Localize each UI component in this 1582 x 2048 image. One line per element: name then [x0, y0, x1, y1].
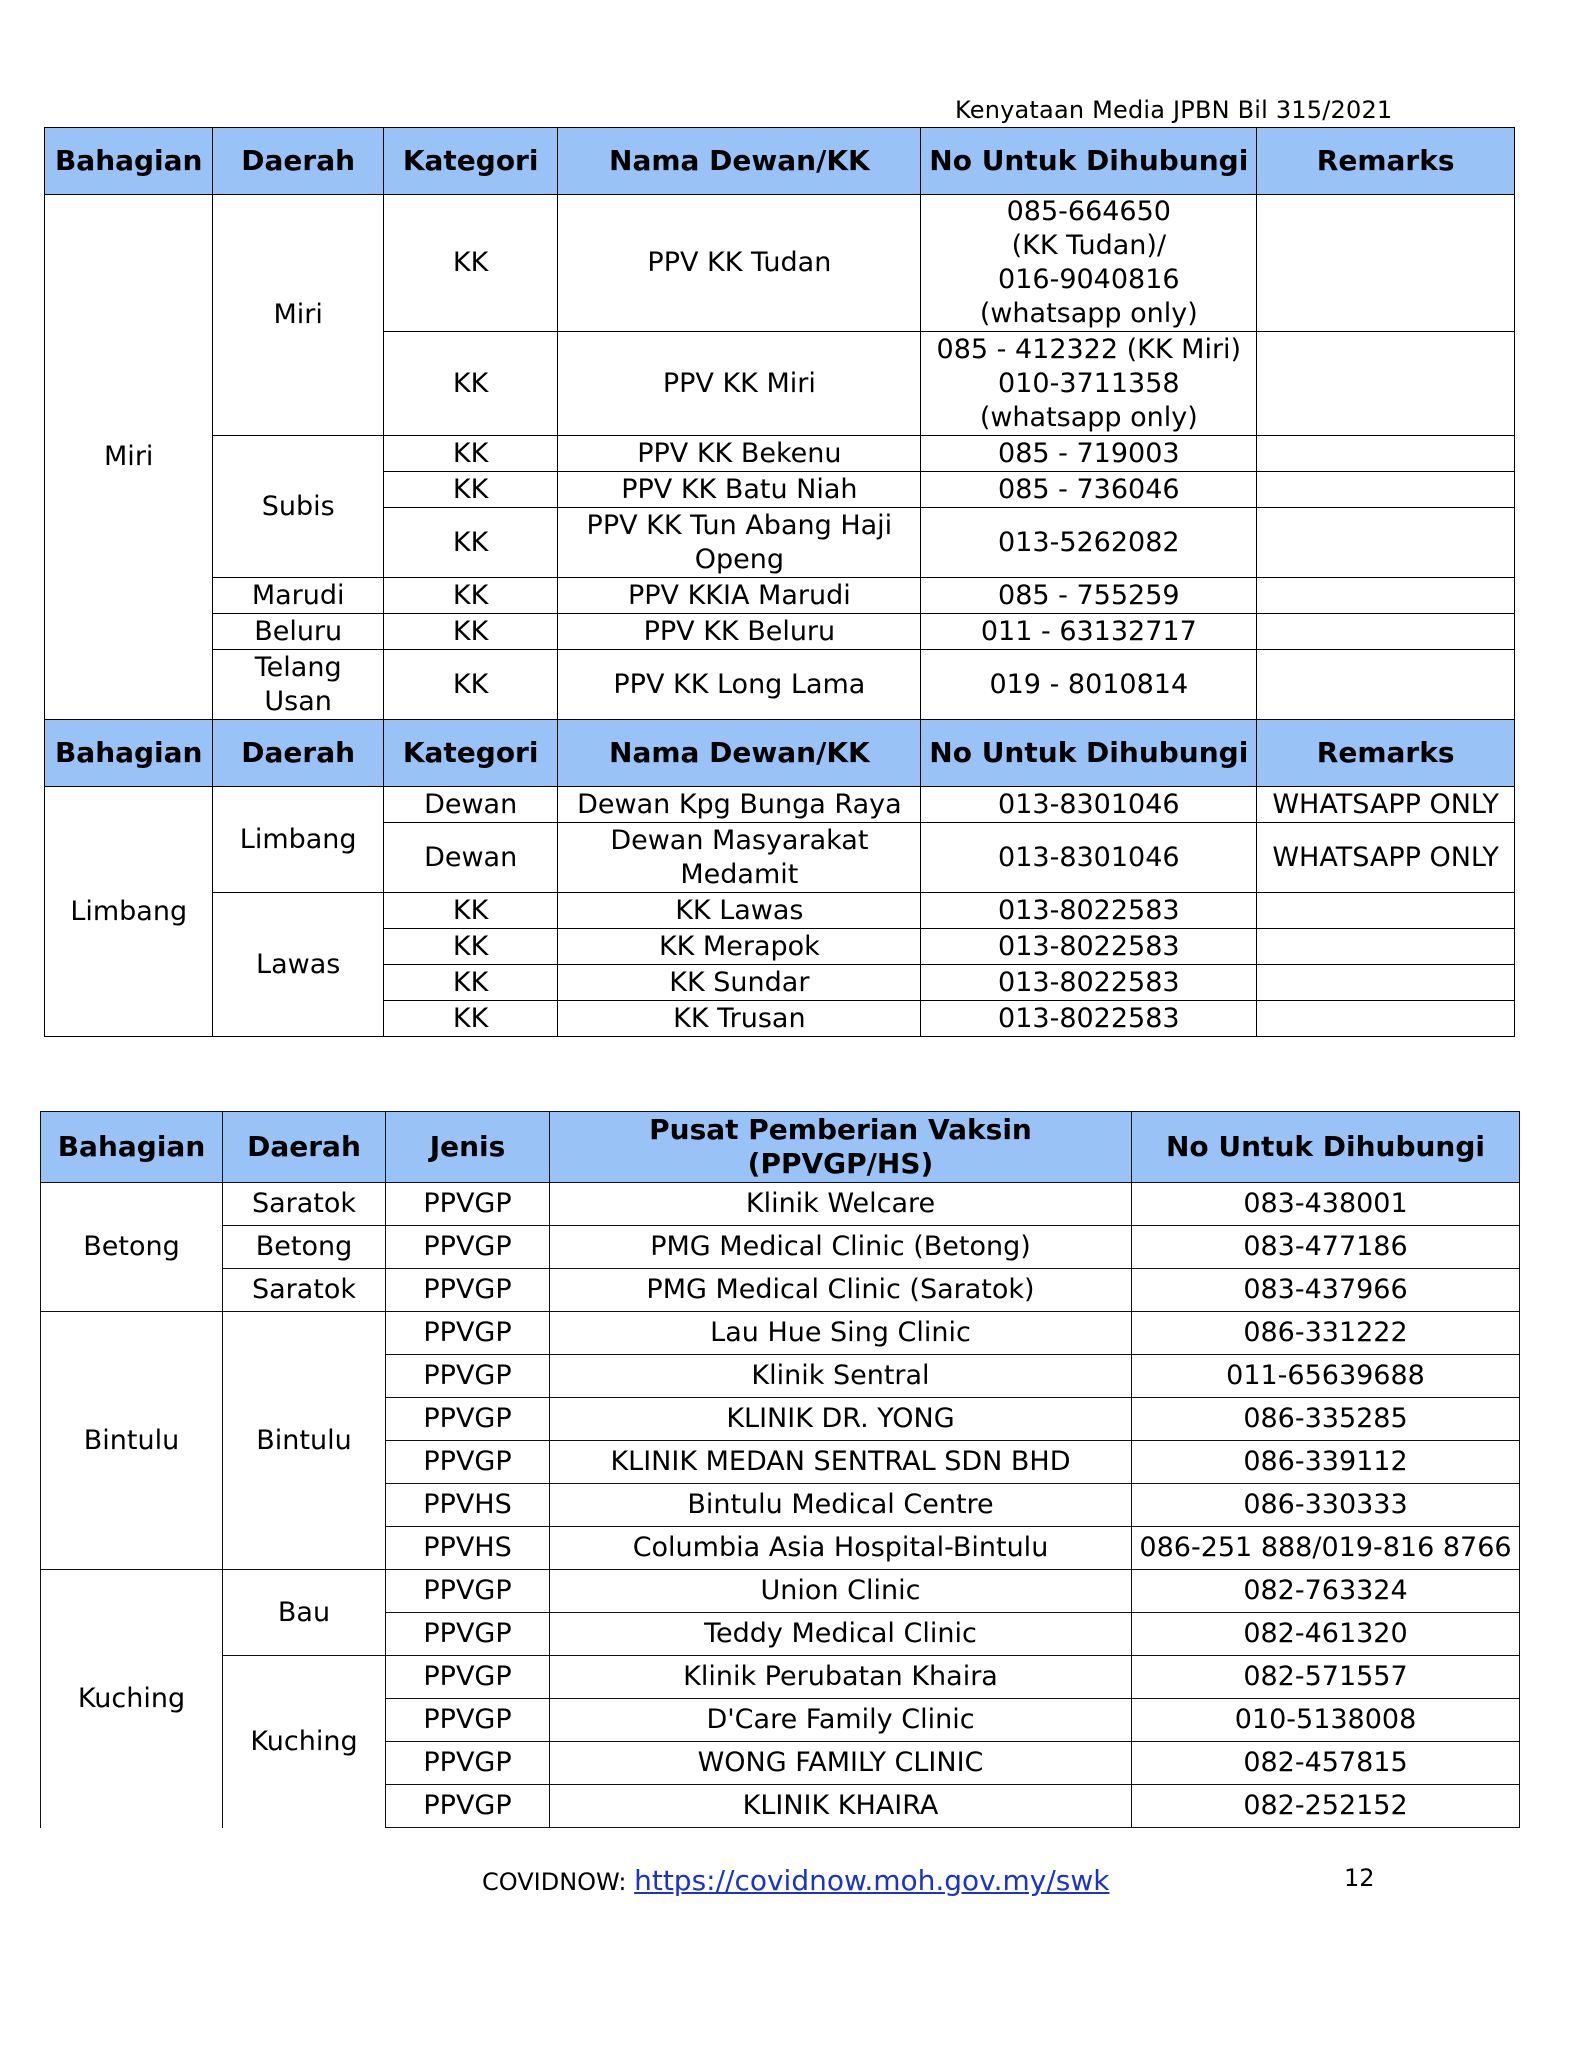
- daerah-cell: Lawas: [213, 893, 383, 1037]
- header-remarks: Remarks: [1257, 720, 1515, 787]
- header-bahagian: Bahagian: [45, 720, 213, 787]
- gp-vaccination-centres-table: [40, 1111, 1520, 1828]
- no-cell: 083-438001: [1132, 1183, 1520, 1226]
- daerah-cell: Kuching: [223, 1656, 386, 1828]
- covidnow-link[interactable]: https://covidnow.moh.gov.my/swk: [634, 1864, 1110, 1897]
- daerah-cell: Saratok: [223, 1269, 386, 1312]
- nama-cell: PPV KK Beluru: [558, 614, 921, 650]
- table-header-row: [41, 1112, 1520, 1183]
- header-bahagian: Bahagian: [41, 1112, 223, 1183]
- table-row: [41, 1570, 1520, 1613]
- kategori-cell: KK: [383, 436, 557, 472]
- nama-cell: PPV KK Batu Niah: [558, 472, 921, 508]
- no-cell: 082-457815: [1132, 1742, 1520, 1785]
- no-cell: 086-339112: [1132, 1441, 1520, 1484]
- header-nama: Nama Dewan/KK: [558, 720, 921, 787]
- daerah-cell: Marudi: [213, 578, 383, 614]
- header-kategori: Kategori: [383, 128, 557, 195]
- table-row: [45, 893, 1515, 929]
- nama-cell: PPV KK Miri: [558, 332, 921, 436]
- table-header-row: [45, 128, 1515, 195]
- jenis-cell: PPVHS: [386, 1527, 550, 1570]
- bahagian-cell: Kuching: [41, 1570, 223, 1828]
- jenis-cell: PPVGP: [386, 1785, 550, 1828]
- daerah-cell: Limbang: [213, 787, 383, 893]
- bahagian-cell: Bintulu: [41, 1312, 223, 1570]
- pusat-cell: PMG Medical Clinic (Betong): [550, 1226, 1132, 1269]
- bahagian-cell: Betong: [41, 1183, 223, 1312]
- no-cell: 013-8022583: [921, 965, 1257, 1001]
- header-pusat: Pusat Pemberian Vaksin (PPVGP/HS): [550, 1112, 1132, 1183]
- table-row: [45, 578, 1515, 614]
- pusat-cell: Union Clinic: [550, 1570, 1132, 1613]
- kategori-cell: KK: [383, 195, 557, 332]
- no-cell: 019 - 8010814: [921, 650, 1257, 720]
- no-cell: 013-8022583: [921, 893, 1257, 929]
- kategori-cell: Dewan: [383, 787, 557, 823]
- remarks-cell: [1257, 508, 1515, 578]
- jenis-cell: PPVGP: [386, 1570, 550, 1613]
- table-row: [41, 1269, 1520, 1312]
- table-row: [41, 1312, 1520, 1355]
- page-number: 12: [1344, 1864, 1375, 1892]
- jenis-cell: PPVGP: [386, 1226, 550, 1269]
- document-header: Kenyataan Media JPBN Bil 315/2021: [955, 96, 1393, 124]
- kategori-cell: KK: [383, 578, 557, 614]
- jenis-cell: PPVGP: [386, 1269, 550, 1312]
- kategori-cell: KK: [383, 893, 557, 929]
- daerah-cell: Telang Usan: [213, 650, 383, 720]
- no-cell: 010-5138008: [1132, 1699, 1520, 1742]
- table-row: [41, 1656, 1520, 1699]
- daerah-cell: Saratok: [223, 1183, 386, 1226]
- jenis-cell: PPVGP: [386, 1441, 550, 1484]
- pusat-cell: KLINIK KHAIRA: [550, 1785, 1132, 1828]
- header-kategori: Kategori: [383, 720, 557, 787]
- no-cell: 082-252152: [1132, 1785, 1520, 1828]
- pusat-cell: Bintulu Medical Centre: [550, 1484, 1132, 1527]
- header-nama: Nama Dewan/KK: [558, 128, 921, 195]
- remarks-cell: [1257, 929, 1515, 965]
- no-cell: 083-437966: [1132, 1269, 1520, 1312]
- header-daerah: Daerah: [223, 1112, 386, 1183]
- nama-cell: KK Trusan: [558, 1001, 921, 1037]
- daerah-cell: Bau: [223, 1570, 386, 1656]
- jenis-cell: PPVGP: [386, 1699, 550, 1742]
- remarks-cell: [1257, 578, 1515, 614]
- footer: [482, 1864, 1109, 1897]
- no-cell: 085 - 412322 (KK Miri) 010-3711358 (whatsapp only): [921, 332, 1257, 436]
- kategori-cell: Dewan: [383, 823, 557, 893]
- no-cell: 013-8301046: [921, 787, 1257, 823]
- jenis-cell: PPVGP: [386, 1656, 550, 1699]
- nama-cell: PPV KKIA Marudi: [558, 578, 921, 614]
- daerah-cell: Beluru: [213, 614, 383, 650]
- jenis-cell: PPVGP: [386, 1183, 550, 1226]
- remarks-cell: [1257, 472, 1515, 508]
- remarks-cell: [1257, 614, 1515, 650]
- header-no: No Untuk Dihubungi: [1132, 1112, 1520, 1183]
- table-header-row: [45, 720, 1515, 787]
- no-cell: 082-571557: [1132, 1656, 1520, 1699]
- nama-cell: KK Lawas: [558, 893, 921, 929]
- remarks-cell: [1257, 195, 1515, 332]
- no-cell: 086-331222: [1132, 1312, 1520, 1355]
- nama-cell: Dewan Masyarakat Medamit: [558, 823, 921, 893]
- table-row: [45, 436, 1515, 472]
- no-cell: 082-763324: [1132, 1570, 1520, 1613]
- remarks-cell: WHATSAPP ONLY: [1257, 823, 1515, 893]
- table-row: [45, 614, 1515, 650]
- pusat-cell: Lau Hue Sing Clinic: [550, 1312, 1132, 1355]
- bahagian-cell: Limbang: [45, 787, 213, 1037]
- no-cell: 013-8022583: [921, 929, 1257, 965]
- pusat-cell: Klinik Perubatan Khaira: [550, 1656, 1132, 1699]
- vaccination-centres-table: [44, 127, 1515, 1037]
- table-row: [45, 787, 1515, 823]
- no-cell: 085 - 736046: [921, 472, 1257, 508]
- jenis-cell: PPVHS: [386, 1484, 550, 1527]
- remarks-cell: WHATSAPP ONLY: [1257, 787, 1515, 823]
- kategori-cell: KK: [383, 614, 557, 650]
- remarks-cell: [1257, 893, 1515, 929]
- jenis-cell: PPVGP: [386, 1355, 550, 1398]
- kategori-cell: KK: [383, 1001, 557, 1037]
- table-row: [41, 1226, 1520, 1269]
- header-bahagian: Bahagian: [45, 128, 213, 195]
- no-cell: 085 - 755259: [921, 578, 1257, 614]
- remarks-cell: [1257, 436, 1515, 472]
- no-cell: 085 - 719003: [921, 436, 1257, 472]
- nama-cell: KK Sundar: [558, 965, 921, 1001]
- daerah-cell: Bintulu: [223, 1312, 386, 1570]
- pusat-cell: KLINIK MEDAN SENTRAL SDN BHD: [550, 1441, 1132, 1484]
- no-cell: 083-477186: [1132, 1226, 1520, 1269]
- jenis-cell: PPVGP: [386, 1398, 550, 1441]
- kategori-cell: KK: [383, 472, 557, 508]
- header-remarks: Remarks: [1257, 128, 1515, 195]
- nama-cell: PPV KK Long Lama: [558, 650, 921, 720]
- nama-cell: PPV KK Bekenu: [558, 436, 921, 472]
- daerah-cell: Miri: [213, 195, 383, 436]
- footer-label: COVIDNOW:: [482, 1868, 635, 1896]
- nama-cell: PPV KK Tudan: [558, 195, 921, 332]
- no-cell: 011-65639688: [1132, 1355, 1520, 1398]
- header-daerah: Daerah: [213, 720, 383, 787]
- no-cell: 013-8301046: [921, 823, 1257, 893]
- jenis-cell: PPVGP: [386, 1312, 550, 1355]
- header-jenis: Jenis: [386, 1112, 550, 1183]
- pusat-cell: Teddy Medical Clinic: [550, 1613, 1132, 1656]
- table-row: [45, 195, 1515, 332]
- no-cell: 011 - 63132717: [921, 614, 1257, 650]
- remarks-cell: [1257, 650, 1515, 720]
- kategori-cell: KK: [383, 650, 557, 720]
- nama-cell: PPV KK Tun Abang Haji Openg: [558, 508, 921, 578]
- no-cell: 013-5262082: [921, 508, 1257, 578]
- kategori-cell: KK: [383, 508, 557, 578]
- no-cell: 085-664650 (KK Tudan)/ 016-9040816 (whatsapp only): [921, 195, 1257, 332]
- kategori-cell: KK: [383, 332, 557, 436]
- table-row: [41, 1183, 1520, 1226]
- no-cell: 082-461320: [1132, 1613, 1520, 1656]
- pusat-cell: D'Care Family Clinic: [550, 1699, 1132, 1742]
- pusat-cell: PMG Medical Clinic (Saratok): [550, 1269, 1132, 1312]
- kategori-cell: KK: [383, 965, 557, 1001]
- no-cell: 013-8022583: [921, 1001, 1257, 1037]
- daerah-cell: Betong: [223, 1226, 386, 1269]
- nama-cell: KK Merapok: [558, 929, 921, 965]
- table-row: [45, 650, 1515, 720]
- kategori-cell: KK: [383, 929, 557, 965]
- remarks-cell: [1257, 965, 1515, 1001]
- nama-cell: Dewan Kpg Bunga Raya: [558, 787, 921, 823]
- header-no: No Untuk Dihubungi: [921, 720, 1257, 787]
- pusat-cell: Columbia Asia Hospital-Bintulu: [550, 1527, 1132, 1570]
- pusat-cell: KLINIK DR. YONG: [550, 1398, 1132, 1441]
- jenis-cell: PPVGP: [386, 1613, 550, 1656]
- jenis-cell: PPVGP: [386, 1742, 550, 1785]
- bahagian-cell: Miri: [45, 195, 213, 720]
- remarks-cell: [1257, 1001, 1515, 1037]
- header-daerah: Daerah: [213, 128, 383, 195]
- pusat-cell: WONG FAMILY CLINIC: [550, 1742, 1132, 1785]
- pusat-cell: Klinik Welcare: [550, 1183, 1132, 1226]
- header-no: No Untuk Dihubungi: [921, 128, 1257, 195]
- pusat-cell: Klinik Sentral: [550, 1355, 1132, 1398]
- no-cell: 086-251 888/019-816 8766: [1132, 1527, 1520, 1570]
- daerah-cell: Subis: [213, 436, 383, 578]
- remarks-cell: [1257, 332, 1515, 436]
- no-cell: 086-330333: [1132, 1484, 1520, 1527]
- no-cell: 086-335285: [1132, 1398, 1520, 1441]
